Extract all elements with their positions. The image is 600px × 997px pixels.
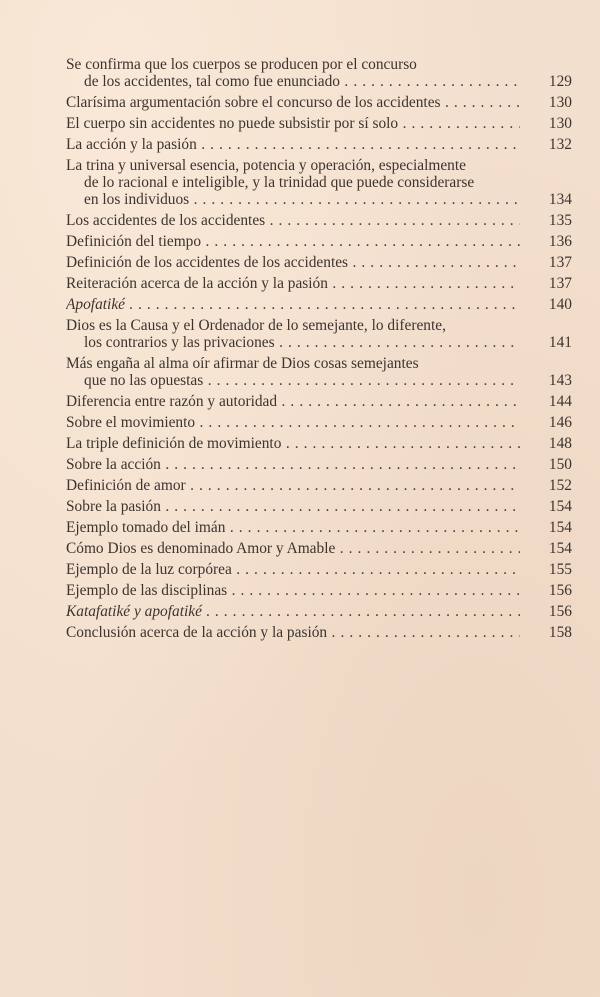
toc-entry-title [66, 317, 520, 351]
toc-entry [66, 393, 578, 410]
toc-entry-title [66, 275, 520, 292]
toc-entry-title [66, 414, 520, 431]
toc-entry [66, 157, 578, 208]
toc-entry [66, 477, 578, 494]
toc-entry [66, 136, 578, 153]
toc-entry-title-line: Sobre la acción . . . [66, 456, 520, 473]
toc-entry-title-line: que no las opuestas . . . [66, 372, 520, 389]
toc-entry [66, 519, 578, 536]
toc-entry-page-number: 154 [548, 498, 572, 515]
toc-entry-title [66, 519, 520, 536]
toc-entry-title-line: Se confirma que los cuerpos se producen por el concurso [66, 56, 417, 73]
toc-entry [66, 317, 578, 351]
toc-entry-page-number: 130 [548, 115, 572, 132]
toc-entry-page-number: 134 [548, 191, 572, 208]
toc-entry-title-line: Cómo Dios es denominado Amor y Amable . . . [66, 540, 520, 557]
toc-entry-title-line: La acción y la pasión . . . [66, 136, 520, 153]
toc-entry-title [66, 254, 520, 271]
toc-entry-title [66, 624, 520, 641]
toc-entry-title [66, 355, 520, 389]
toc-entry-page-number: 137 [548, 275, 572, 292]
toc-entry-title [66, 393, 520, 410]
toc-entry [66, 414, 578, 431]
toc-entry [66, 603, 578, 620]
table-of-contents [66, 56, 578, 645]
toc-entry-title-line: Sobre el movimiento . . . [66, 414, 520, 431]
toc-entry-title [66, 94, 520, 111]
toc-entry-title [66, 456, 520, 473]
toc-entry [66, 561, 578, 578]
toc-entry-title [66, 477, 520, 494]
toc-entry-title-line: La triple definición de movimiento . . . [66, 435, 520, 452]
toc-entry-title-line: Katafatiké y apofatiké . . . [66, 603, 520, 620]
toc-entry-page-number: 143 [548, 372, 572, 389]
toc-entry [66, 56, 578, 90]
toc-entry [66, 582, 578, 599]
toc-entry-title-line: Sobre la pasión . . . [66, 498, 520, 515]
toc-entry-title-line: Ejemplo tomado del imán . . . [66, 519, 520, 536]
toc-entry-title-line: Conclusión acerca de la acción y la pasión . . . [66, 624, 520, 641]
toc-entry [66, 355, 578, 389]
toc-entry [66, 456, 578, 473]
toc-entry-title [66, 561, 520, 578]
toc-entry-title-line: Apofatiké . . . [66, 296, 520, 313]
toc-entry-title-line: Diferencia entre razón y autoridad . . . [66, 393, 520, 410]
toc-entry-page-number: 129 [548, 73, 572, 90]
toc-entry-page-number: 148 [548, 435, 572, 452]
toc-entry [66, 233, 578, 250]
toc-entry-title [66, 136, 520, 153]
toc-entry-title-line: El cuerpo sin accidentes no puede subsistir por sí solo . . . [66, 115, 520, 132]
toc-entry [66, 498, 578, 515]
toc-entry-page-number: 136 [548, 233, 572, 250]
toc-entry-title [66, 56, 520, 90]
toc-entry-title [66, 115, 520, 132]
toc-entry-title-line: Definición de los accidentes de los accidentes . . . [66, 254, 520, 271]
toc-entry-title-line: Definición del tiempo . . . [66, 233, 520, 250]
toc-entry-title-line: de los accidentes, tal como fue enunciado . . . [66, 73, 520, 90]
toc-entry-page-number: 154 [548, 540, 572, 557]
toc-entry [66, 296, 578, 313]
toc-entry-page-number: 155 [548, 561, 572, 578]
toc-entry-page-number: 141 [548, 334, 572, 351]
toc-entry-page-number: 144 [548, 393, 572, 410]
toc-entry-page-number: 150 [548, 456, 572, 473]
toc-entry-title-line: en los individuos . . . [66, 191, 520, 208]
toc-entry-title-line: Clarísima argumentación sobre el concurso de los accidentes . . . [66, 94, 520, 111]
toc-entry [66, 254, 578, 271]
toc-entry-title [66, 540, 520, 557]
toc-entry-title-line: Ejemplo de la luz corpórea . . . [66, 561, 520, 578]
toc-entry-title-line: los contrarios y las privaciones . . . [66, 334, 520, 351]
toc-entry-title [66, 582, 520, 599]
toc-entry-title [66, 296, 520, 313]
toc-entry-page-number: 156 [548, 603, 572, 620]
toc-entry-page-number: 152 [548, 477, 572, 494]
toc-entry [66, 275, 578, 292]
toc-entry-title-line: Reiteración acerca de la acción y la pasión . . . [66, 275, 520, 292]
toc-entry-page-number: 132 [548, 136, 572, 153]
toc-entry-title [66, 212, 520, 229]
toc-entry-title-line: de lo racional e inteligible, y la trinidad que puede considerarse [84, 174, 475, 191]
toc-entry-page-number: 135 [548, 212, 572, 229]
toc-entry-title [66, 435, 520, 452]
toc-entry-title [66, 157, 520, 208]
toc-entry [66, 94, 578, 111]
toc-entry-title [66, 603, 520, 620]
toc-entry-title [66, 233, 520, 250]
toc-entry [66, 212, 578, 229]
toc-entry [66, 435, 578, 452]
toc-entry-page-number: 140 [548, 296, 572, 313]
toc-entry-page-number: 146 [548, 414, 572, 431]
toc-entry-title-line: Ejemplo de las disciplinas . . . [66, 582, 520, 599]
toc-entry [66, 540, 578, 557]
toc-entry-page-number: 154 [548, 519, 572, 536]
toc-entry-page-number: 130 [548, 94, 572, 111]
toc-entry-title-line: Dios es la Causa y el Ordenador de lo semejante, lo diferente, [66, 317, 446, 334]
toc-entry-title-line: Más engaña al alma oír afirmar de Dios cosas semejantes [66, 355, 419, 372]
toc-entry [66, 115, 578, 132]
toc-entry-page-number: 137 [548, 254, 572, 271]
toc-entry-title [66, 498, 520, 515]
toc-entry-title-line: Los accidentes de los accidentes . . . [66, 212, 520, 229]
toc-entry-page-number: 156 [548, 582, 572, 599]
toc-entry-title-line: Definición de amor . . . [66, 477, 520, 494]
toc-entry [66, 624, 578, 641]
toc-entry-page-number: 158 [548, 624, 572, 641]
toc-entry-title-line: La trina y universal esencia, potencia y operación, especialmente [66, 157, 466, 174]
